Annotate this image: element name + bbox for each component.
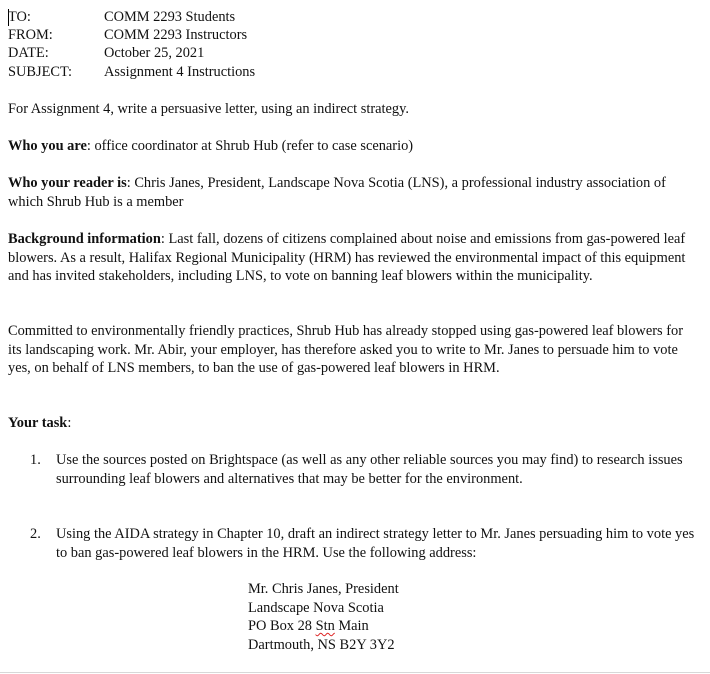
memo-subject-label: SUBJECT: <box>8 64 73 80</box>
list-item-text: Use the sources posted on Brightspace (as well as any other reliable sources you may find) to research issues surrounding leaf blowers and alternatives that may be better for the environment. <box>56 452 683 487</box>
mailing-address <box>248 580 399 654</box>
who-you-are-paragraph <box>8 137 698 156</box>
memo-date-row <box>8 44 204 62</box>
intro-paragraph: For Assignment 4, write a persuasive letter, using an indirect strategy. <box>8 101 409 117</box>
who-reader-text: : Chris Janes, President, Landscape Nova Scotia (LNS), a professional industry association of which Shrub Hub is a member <box>8 175 666 210</box>
memo-from-row <box>8 26 247 44</box>
who-you-are-text: : office coordinator at Shrub Hub (refer to case scenario) <box>86 138 414 154</box>
background-paragraph <box>8 230 698 286</box>
memo-to-label: TO: <box>8 9 31 25</box>
task-colon: : <box>67 415 72 431</box>
list-item-number: 1. <box>30 452 41 468</box>
list-item-text: Using the AIDA strategy in Chapter 10, draft an indirect strategy letter to Mr. Janes persuading him to vote yes to ban gas-powered leaf blowers in the HRM. Use the following address: <box>56 526 695 561</box>
address-line-po-box <box>248 617 399 636</box>
background-text: : Last fall, dozens of citizens complained about noise and emissions from gas-powered leaf blowers. As a result, Halifax Regional Municipality (HRM) has reviewed the environmental impact of this equipment and has invited stakeholders, including LNS, to vote on banning leaf blowers within the municipality. <box>8 231 686 284</box>
list-item-number: 2. <box>30 526 41 542</box>
address-line-city: Dartmouth, NS B2Y 3Y2 <box>248 636 395 653</box>
task-label: Your task <box>8 415 68 431</box>
address-spellcheck-word[interactable]: Stn <box>315 618 335 634</box>
background-label: Background information <box>8 231 161 247</box>
memo-subject-row <box>8 63 255 81</box>
committed-paragraph: Committed to environmentally friendly practices, Shrub Hub has already stopped using gas-powered leaf blowers for its landscaping work. Mr. Abir, your employer, has therefore asked you to write to Mr. Janes to persuade him to vote yes, on behalf of LNS members, to ban the use of gas-powered leaf blowers in HRM. <box>8 323 683 376</box>
memo-from-label: FROM: <box>8 27 53 43</box>
page-bottom-divider <box>0 672 710 673</box>
memo-to-value: COMM 2293 Students <box>104 9 236 25</box>
address-po-box-suffix: Main <box>334 618 369 634</box>
memo-to-row <box>8 8 235 26</box>
who-you-are-label: Who you are <box>8 138 87 154</box>
memo-subject-value: Assignment 4 Instructions <box>104 64 256 80</box>
who-reader-paragraph <box>8 174 698 211</box>
memo-from-value: COMM 2293 Instructors <box>104 27 248 43</box>
task-heading <box>8 414 698 433</box>
memo-date-label: DATE: <box>8 45 49 61</box>
address-po-box-prefix: PO Box 28 <box>248 618 316 634</box>
address-line-name: Mr. Chris Janes, President <box>248 581 399 597</box>
address-line-organization: Landscape Nova Scotia <box>248 599 384 616</box>
memo-date-value: October 25, 2021 <box>104 45 205 61</box>
who-reader-label: Who your reader is <box>8 175 127 191</box>
